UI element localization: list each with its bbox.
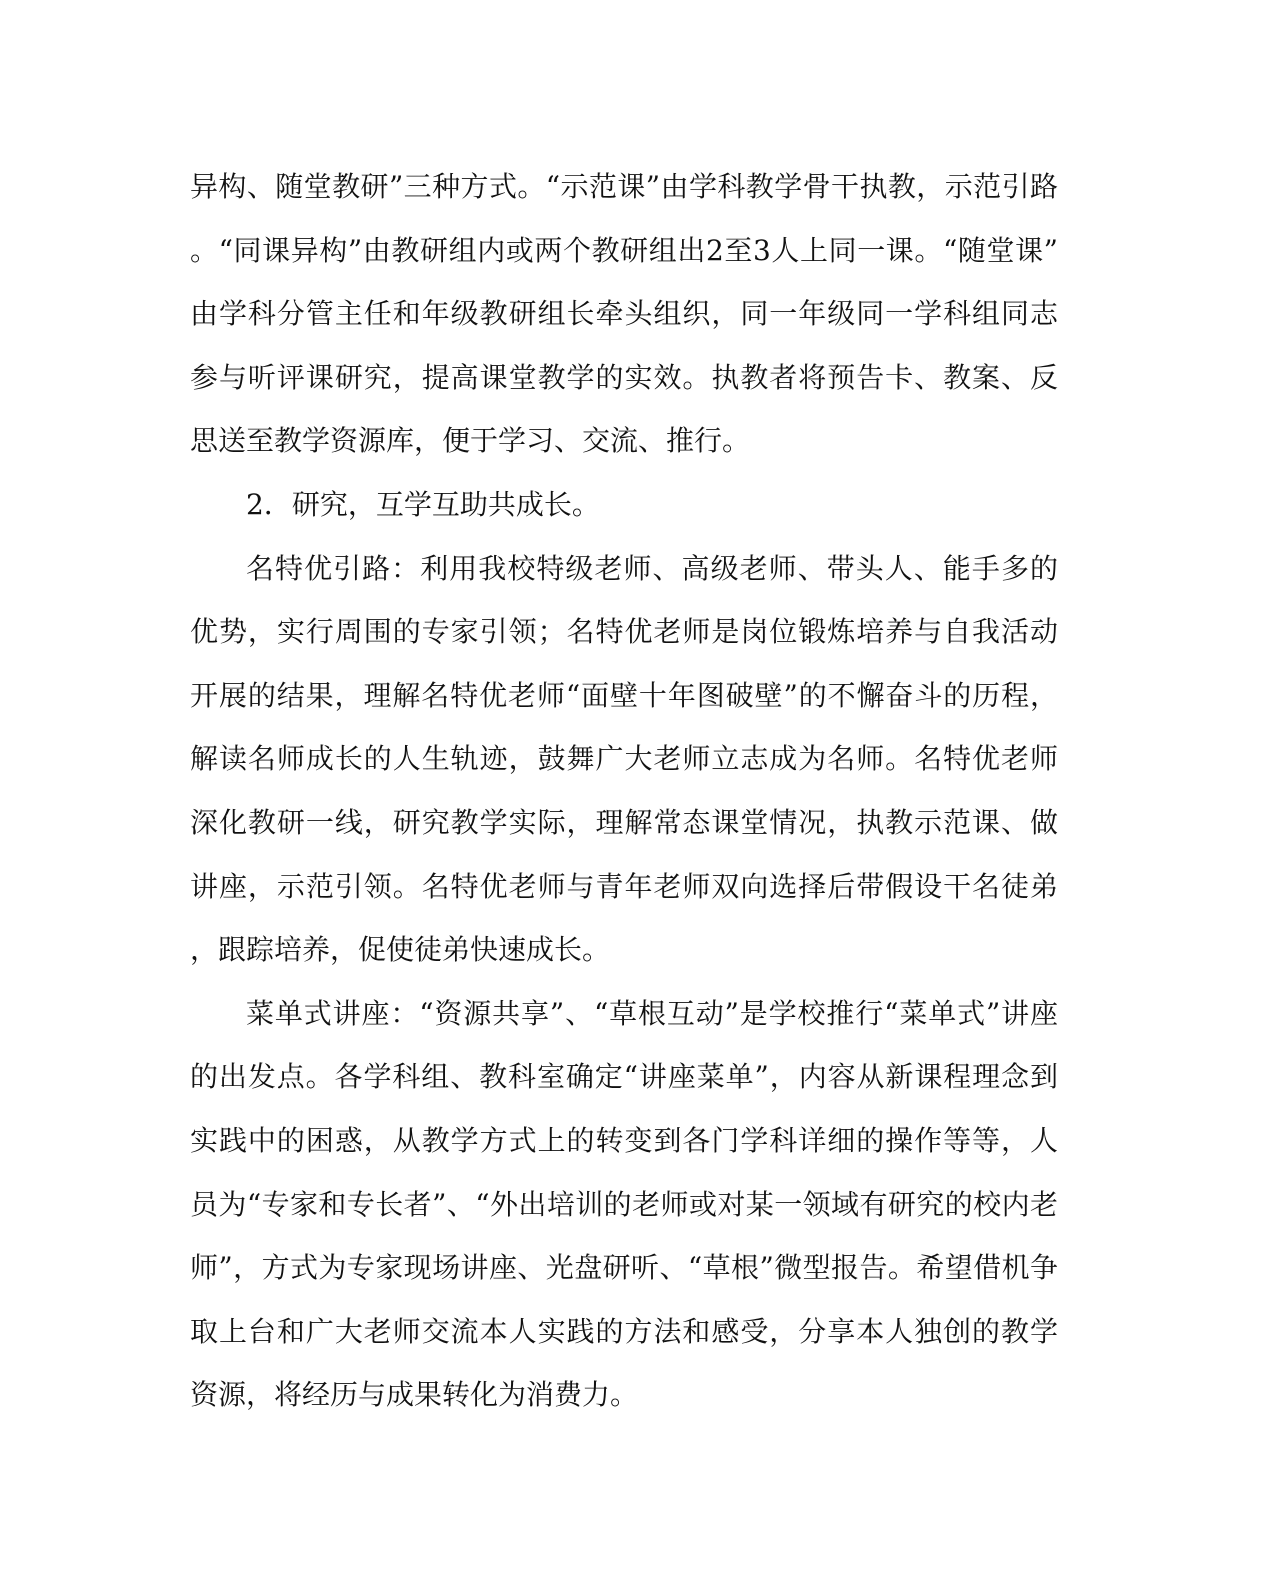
text-line: 由学科分管主任和年级教研组长牵头组织，同一年级同一学科组同志 — [190, 297, 1058, 331]
text-line: 的出发点。各学科组、教科室确定“讲座菜单”，内容从新课程理念到 — [190, 1060, 1058, 1094]
text-line: 实践中的困惑，从教学方式上的转变到各门学科详细的操作等等，人 — [190, 1123, 1058, 1157]
text-line: 优势，实行周围的专家引领；名特优老师是岗位锻炼培养与自我活动 — [190, 615, 1058, 649]
text-line: 名特优引路：利用我校特级老师、高级老师、带头人、能手多的 — [246, 551, 1058, 585]
text-line: 参与听评课研究，提高课堂教学的实效。执教者将预告卡、教案、反 — [190, 360, 1058, 394]
text-line: 取上台和广大老师交流本人实践的方法和感受，分享本人独创的教学 — [190, 1314, 1058, 1348]
text-line: 员为“专家和专长者”、“外出培训的老师或对某一领域有研究的校内老 — [190, 1187, 1058, 1221]
text-line: 。“同课异构”由教研组内或两个教研组出2至3人上同一课。“随堂课” — [190, 233, 1058, 267]
text-line: 异构、随堂教研”三种方式。“示范课”由学科教学骨干执教，示范引路 — [190, 170, 1058, 203]
text-line: 解读名师成长的人生轨迹，鼓舞广大老师立志成为名师。名特优老师 — [190, 742, 1058, 776]
text-line: 资源，将经历与成果转化为消费力。 — [190, 1378, 639, 1412]
text-line: 讲座，示范引领。名特优老师与青年老师双向选择后带假设干名徒弟 — [190, 869, 1058, 903]
text-line: 思送至教学资源库，便于学习、交流、推行。 — [190, 424, 751, 458]
text-line: 菜单式讲座：“资源共享”、“草根互动”是学校推行“菜单式”讲座 — [246, 996, 1058, 1030]
document-body — [190, 155, 1058, 1427]
text-line: ，跟踪培养，促使徒弟快速成长。 — [190, 933, 611, 967]
section-heading: 2．研究，互学互助共成长。 — [246, 487, 600, 521]
text-line: 开展的结果，理解名特优老师“面壁十年图破壁”的不懈奋斗的历程， — [190, 678, 1058, 712]
text-line: 师”，方式为专家现场讲座、光盘研听、“草根”微型报告。希望借机争 — [190, 1251, 1058, 1285]
text-line: 深化教研一线，研究教学实际，理解常态课堂情况，执教示范课、做 — [190, 805, 1058, 839]
